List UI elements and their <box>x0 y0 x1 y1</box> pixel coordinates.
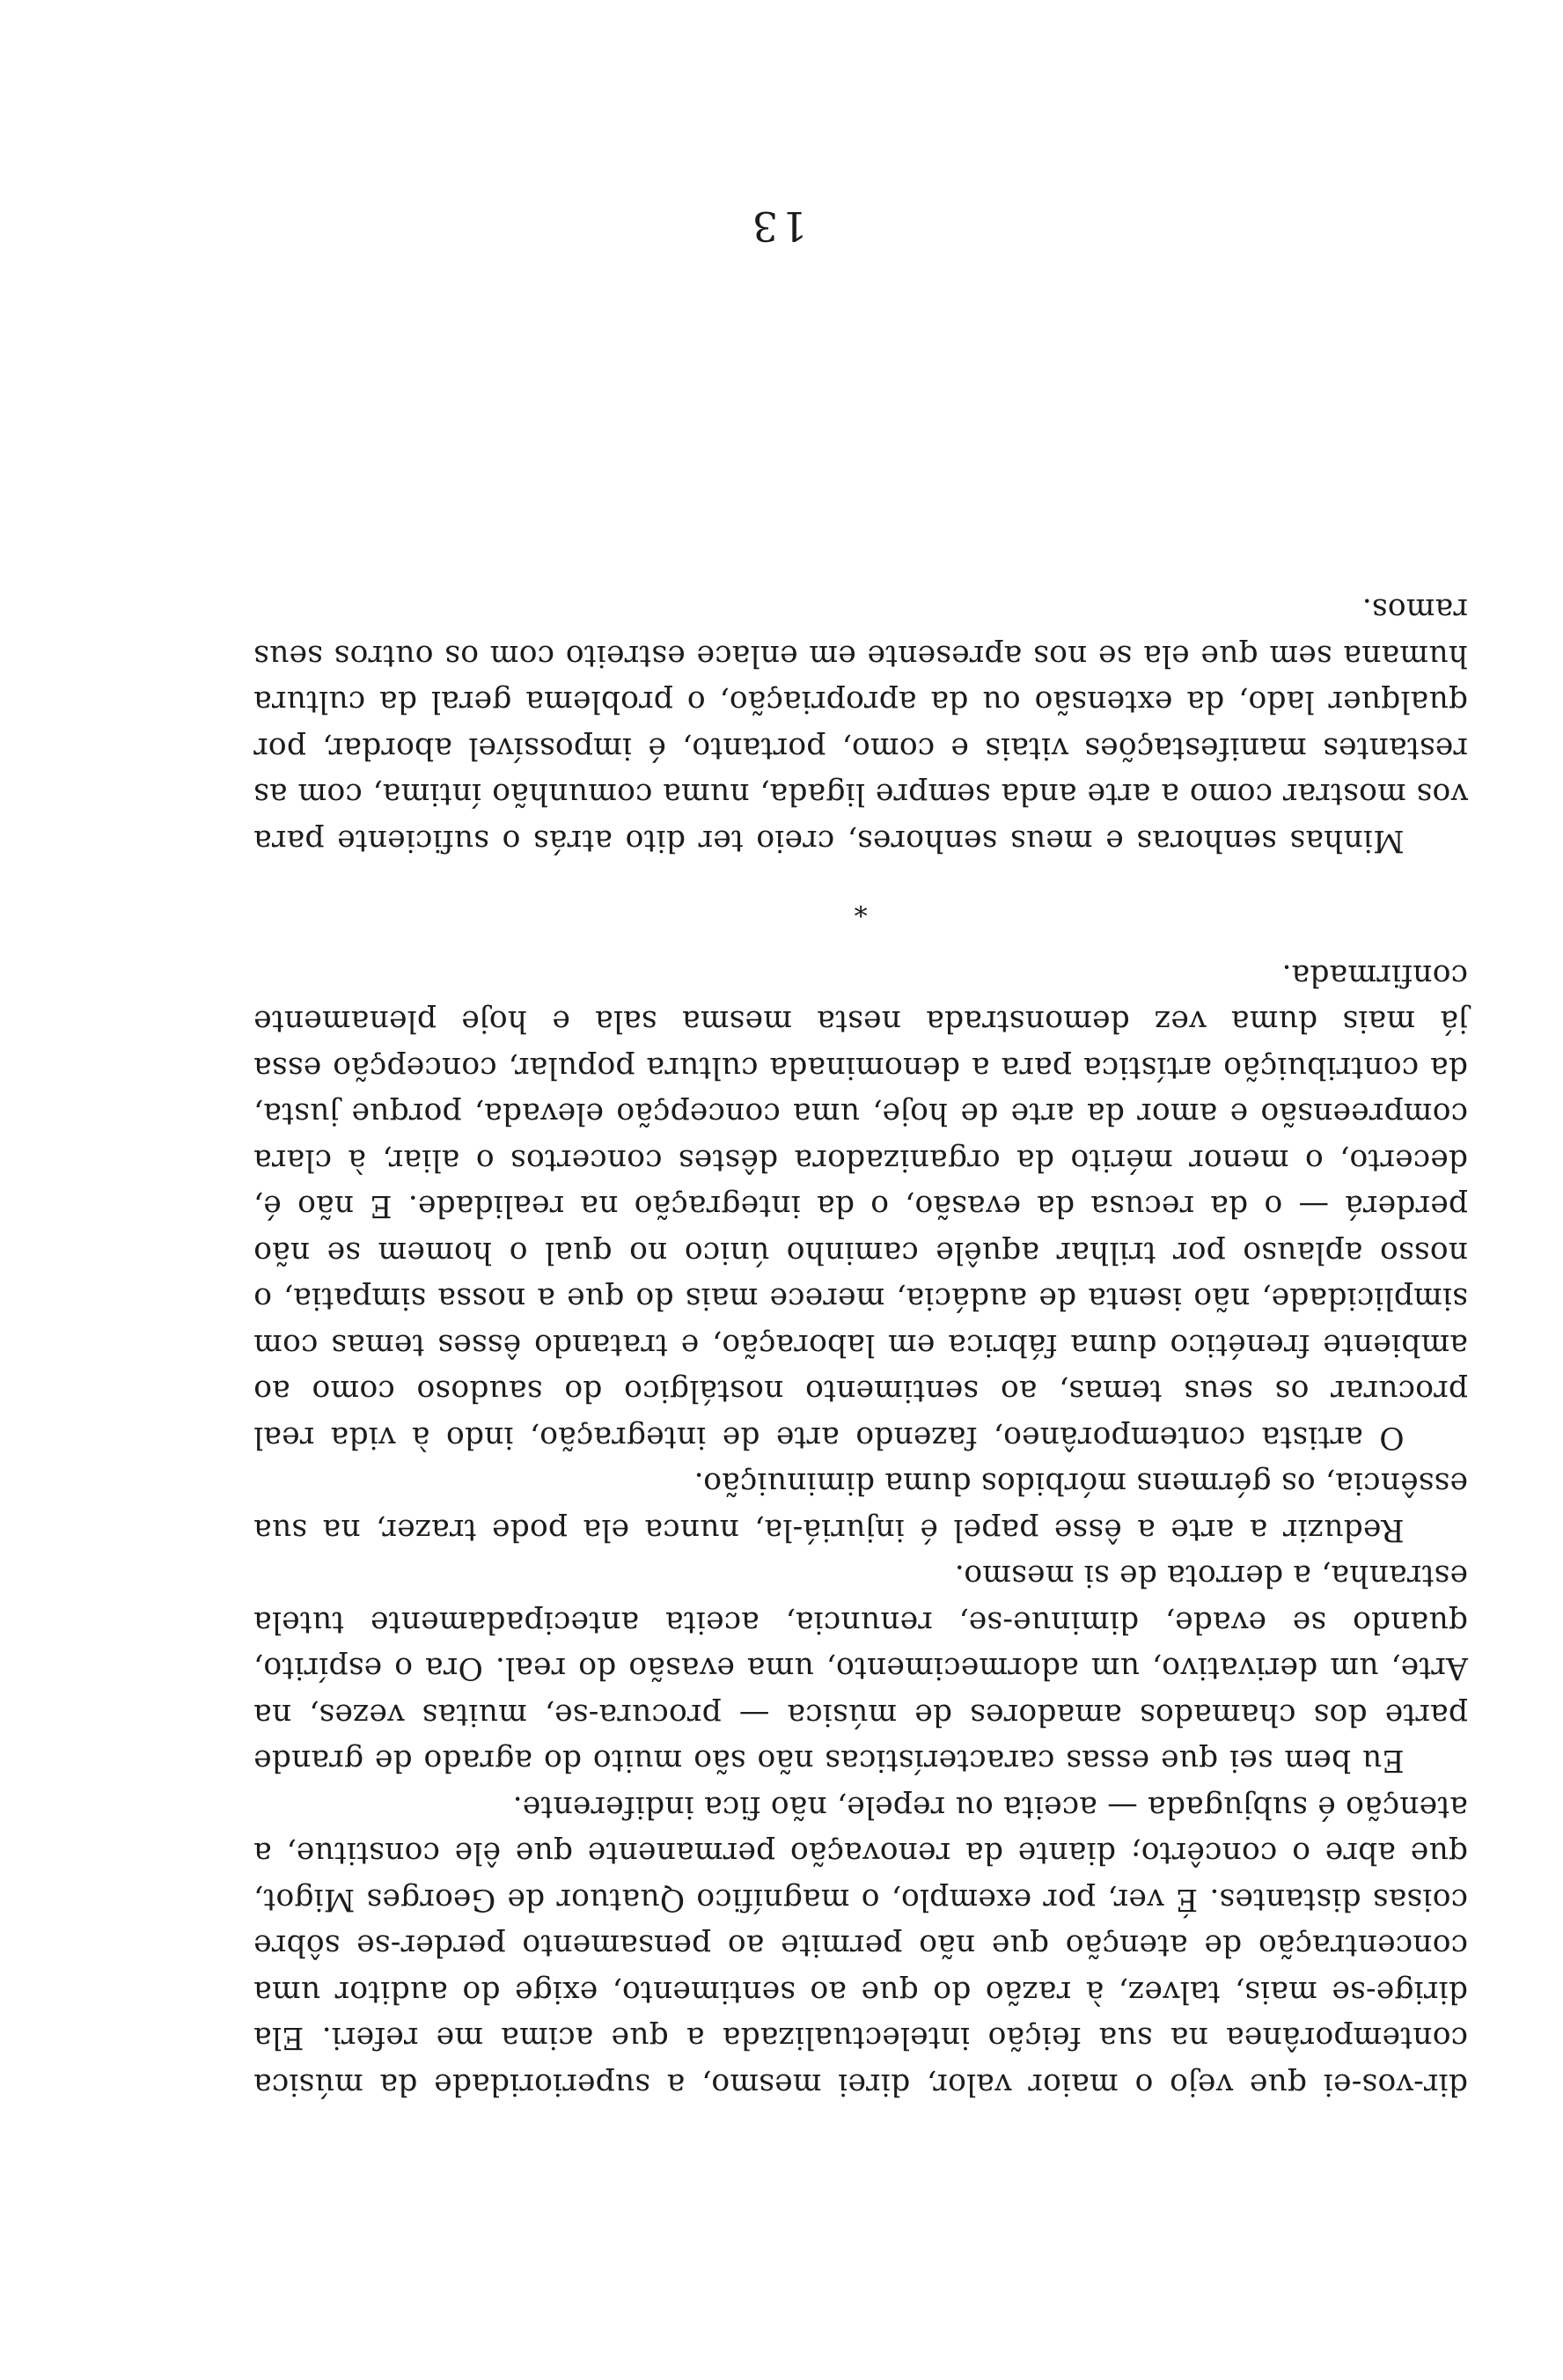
body-text <box>253 586 1468 2107</box>
paragraph-2: Eu bem sei que essas características não são muito do agrado de grande parte dos chamados amadores de música — procura-se, muitas vezes, na Arte, um derivativo, um adormecimento, uma evasão do real. Ora o espírito, quando se evade, diminue-se, renuncia, aceita antecipadamente tutela estranha, a derrota de si mesmo. <box>253 1558 1468 1779</box>
section-separator: * <box>854 891 868 922</box>
page-number-text: 13 <box>748 202 808 250</box>
paragraph-5: Minhas senhoras e meus senhores, creio ter dito atrás o suficiente para vos mostrar como a arte anda sempre ligada, numa comunhão íntima, com as restantes manifestações vitais e como, portanto, é impossível abordar, por qualquer lado, da extensão ou da apropriação, o problema geral da cultura humana sem que ela se nos apresente em enlace estreito com os outros seus ramos. <box>253 591 1468 858</box>
paragraph-4: O artista contemporâneo, fazendo arte de integração, indo à vida real procurar os seus temas, ao sentimento nostálgico do saudoso como ao ambiente frenético duma fábrica em laboração, e tratando êsses temas com simplicidade, não isenta de audácia, merece mais do que a nossa simpatia, o nosso aplauso por trilhar aquêle caminho único no qual o homem se não perderá — o da recusa da evasão, o da integração na realidade. E não é, decerto, o menor mérito da organizadora dêstes concertos o aliar, à clara compreensão e amor da arte de hoje, uma concepção elevada, porque justa, da contribuição artística para a denominada cultura popular, concepção essa já mais duma vez demonstrada nesta mesma sala e hoje plenamente confirmada. <box>253 958 1468 1455</box>
page-number <box>0 202 1563 250</box>
paragraph-1: dir-vos-ei que vejo o maior valor, direi mesmo, a superioridade da música contemporânea na sua feição intelectualizada a que acima me referi. Ela dirige-se mais, talvez, à razão do que ao sentimento, exige do auditor uma concentração de atenção que não permite ao pensamento perder-se sôbre coisas distantes. É ver, por exemplo, o magnífico Quatuor de Georges Migot, que abre o concêrto; diante da renovação permanente que êle constitue, a atenção é subjugada — aceita ou repele, não fica indiferente. <box>253 1789 1468 2102</box>
paragraph-3: Reduzir a arte a êsse papel é injuriá-la, nunca ela pode trazer, na sua essência, os gérmens mórbidos duma diminuição. <box>253 1465 1468 1547</box>
